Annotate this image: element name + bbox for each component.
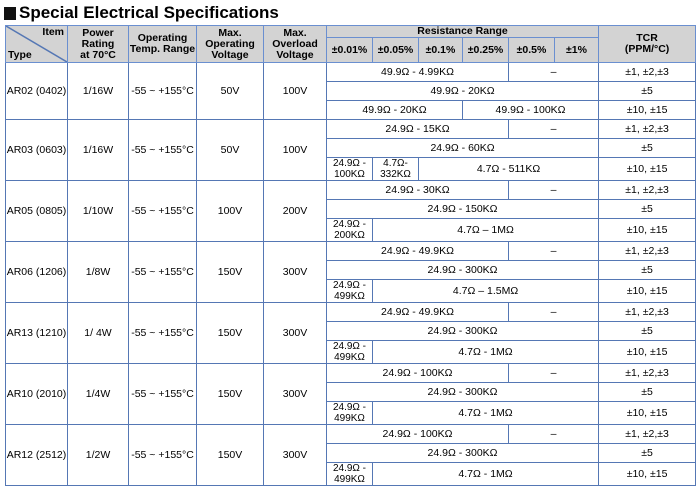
resistance-dash-cell: – [509,120,599,139]
resistance-dash-cell: – [509,425,599,444]
title-bullet-square [4,7,16,20]
resistance-range-cell: 24.9Ω - 499KΩ [327,463,373,486]
table-row [6,364,696,383]
header-tol-0.1: ±0.1% [419,38,463,63]
power-rating-cell: 1/16W [68,120,129,181]
resistance-range-cell: 4.7Ω – 1MΩ [373,219,599,242]
header-item-type [6,26,68,63]
table-row [6,63,696,82]
resistance-range-cell: 24.9Ω - 200KΩ [327,219,373,242]
resistance-range-cell: 24.9Ω - 499KΩ [327,341,373,364]
tcr-cell: ±1, ±2,±3 [599,364,696,383]
type-cell: AR06 (1206) [6,242,68,303]
resistance-dash-cell: – [509,303,599,322]
resistance-range-cell: 24.9Ω - 499KΩ [327,280,373,303]
resistance-range-cell: 24.9Ω - 499KΩ [327,402,373,425]
resistance-range-cell: 24.9Ω - 60KΩ [327,139,599,158]
resistance-range-cell: 24.9Ω - 49.9KΩ [327,303,509,322]
header-tol-1: ±1% [555,38,599,63]
spec-table-body [6,63,696,486]
header-tol-0.05: ±0.05% [373,38,419,63]
tcr-cell: ±5 [599,261,696,280]
temp-range-cell: -55 ~ +155°C [129,181,197,242]
header-temp-range: Operating Temp. Range [129,26,197,63]
type-cell: AR10 (2010) [6,364,68,425]
tcr-cell: ±10, ±15 [599,402,696,425]
overload-voltage-cell: 300V [264,303,327,364]
max-voltage-cell: 50V [197,63,264,120]
tcr-cell: ±10, ±15 [599,341,696,364]
header-max-voltage: Max. Operating Voltage [197,26,264,63]
resistance-dash-cell: – [509,63,599,82]
table-row [6,425,696,444]
resistance-dash-cell: – [509,242,599,261]
resistance-dash-cell: – [509,364,599,383]
resistance-range-cell: 24.9Ω - 30KΩ [327,181,509,200]
header-overload-voltage: Max. Overload Voltage [264,26,327,63]
tcr-cell: ±5 [599,139,696,158]
page-title: Special Electrical Specifications [19,3,279,22]
table-row [6,242,696,261]
tcr-cell: ±5 [599,444,696,463]
resistance-range-cell: 24.9Ω - 49.9KΩ [327,242,509,261]
table-row [6,120,696,139]
tcr-cell: ±1, ±2,±3 [599,303,696,322]
type-cell: AR12 (2512) [6,425,68,486]
type-cell: AR13 (1210) [6,303,68,364]
tcr-cell: ±5 [599,82,696,101]
temp-range-cell: -55 ~ +155°C [129,63,197,120]
resistance-range-cell: 24.9Ω - 300KΩ [327,444,599,463]
tcr-cell: ±1, ±2,±3 [599,425,696,444]
overload-voltage-cell: 300V [264,242,327,303]
tcr-cell: ±1, ±2,±3 [599,63,696,82]
temp-range-cell: -55 ~ +155°C [129,425,197,486]
resistance-range-cell: 24.9Ω - 100KΩ [327,158,373,181]
header-tol-0.5: ±0.5% [509,38,555,63]
temp-range-cell: -55 ~ +155°C [129,364,197,425]
table-row [6,303,696,322]
power-rating-cell: 1/2W [68,425,129,486]
header-item-label: Item [42,26,64,38]
table-row [6,181,696,200]
tcr-cell: ±10, ±15 [599,219,696,242]
tcr-cell: ±1, ±2,±3 [599,181,696,200]
temp-range-cell: -55 ~ +155°C [129,242,197,303]
temp-range-cell: -55 ~ +155°C [129,120,197,181]
resistance-dash-cell: – [509,181,599,200]
tcr-cell: ±10, ±15 [599,280,696,303]
resistance-range-cell: 24.9Ω - 150KΩ [327,200,599,219]
type-cell: AR03 (0603) [6,120,68,181]
resistance-range-cell: 49.9Ω - 20KΩ [327,82,599,101]
overload-voltage-cell: 100V [264,63,327,120]
max-voltage-cell: 150V [197,242,264,303]
resistance-range-cell: 49.9Ω - 4.99KΩ [327,63,509,82]
header-power-rating: Power Rating at 70°C [68,26,129,63]
resistance-range-cell: 24.9Ω - 15KΩ [327,120,509,139]
tcr-cell: ±5 [599,322,696,341]
power-rating-cell: 1/4W [68,364,129,425]
resistance-range-cell: 24.9Ω - 300KΩ [327,383,599,402]
temp-range-cell: -55 ~ +155°C [129,303,197,364]
overload-voltage-cell: 300V [264,364,327,425]
resistance-range-cell: 4.7Ω - 1MΩ [373,341,599,364]
header-tcr: TCR (PPM/°C) [599,26,696,63]
resistance-range-cell: 4.7Ω- 332KΩ [373,158,419,181]
header-resistance-range: Resistance Range [327,26,599,38]
resistance-range-cell: 4.7Ω - 1MΩ [373,402,599,425]
type-cell: AR02 (0402) [6,63,68,120]
overload-voltage-cell: 100V [264,120,327,181]
header-type-label: Type [8,49,32,61]
resistance-range-cell: 24.9Ω - 300KΩ [327,322,599,341]
resistance-range-cell: 24.9Ω - 100KΩ [327,364,509,383]
tcr-cell: ±10, ±15 [599,101,696,120]
resistance-range-cell: 24.9Ω - 300KΩ [327,261,599,280]
tcr-cell: ±5 [599,200,696,219]
resistance-range-cell: 4.7Ω - 1MΩ [373,463,599,486]
resistance-range-cell: 49.9Ω - 20KΩ [327,101,463,120]
resistance-range-cell: 4.7Ω – 1.5MΩ [373,280,599,303]
max-voltage-cell: 100V [197,181,264,242]
header-tol-0.01: ±0.01% [327,38,373,63]
tcr-cell: ±1, ±2,±3 [599,120,696,139]
resistance-range-cell: 4.7Ω - 511KΩ [419,158,599,181]
tcr-cell: ±1, ±2,±3 [599,242,696,261]
power-rating-cell: 1/ 4W [68,303,129,364]
max-voltage-cell: 150V [197,303,264,364]
power-rating-cell: 1/16W [68,63,129,120]
tcr-cell: ±10, ±15 [599,158,696,181]
power-rating-cell: 1/8W [68,242,129,303]
overload-voltage-cell: 200V [264,181,327,242]
tcr-cell: ±5 [599,383,696,402]
resistance-range-cell: 49.9Ω - 100KΩ [463,101,599,120]
spec-table [5,25,696,486]
power-rating-cell: 1/10W [68,181,129,242]
max-voltage-cell: 50V [197,120,264,181]
max-voltage-cell: 150V [197,425,264,486]
type-cell: AR05 (0805) [6,181,68,242]
max-voltage-cell: 150V [197,364,264,425]
page-title-row [4,2,279,24]
resistance-range-cell: 24.9Ω - 100KΩ [327,425,509,444]
tcr-cell: ±10, ±15 [599,463,696,486]
header-tol-0.25: ±0.25% [463,38,509,63]
overload-voltage-cell: 300V [264,425,327,486]
